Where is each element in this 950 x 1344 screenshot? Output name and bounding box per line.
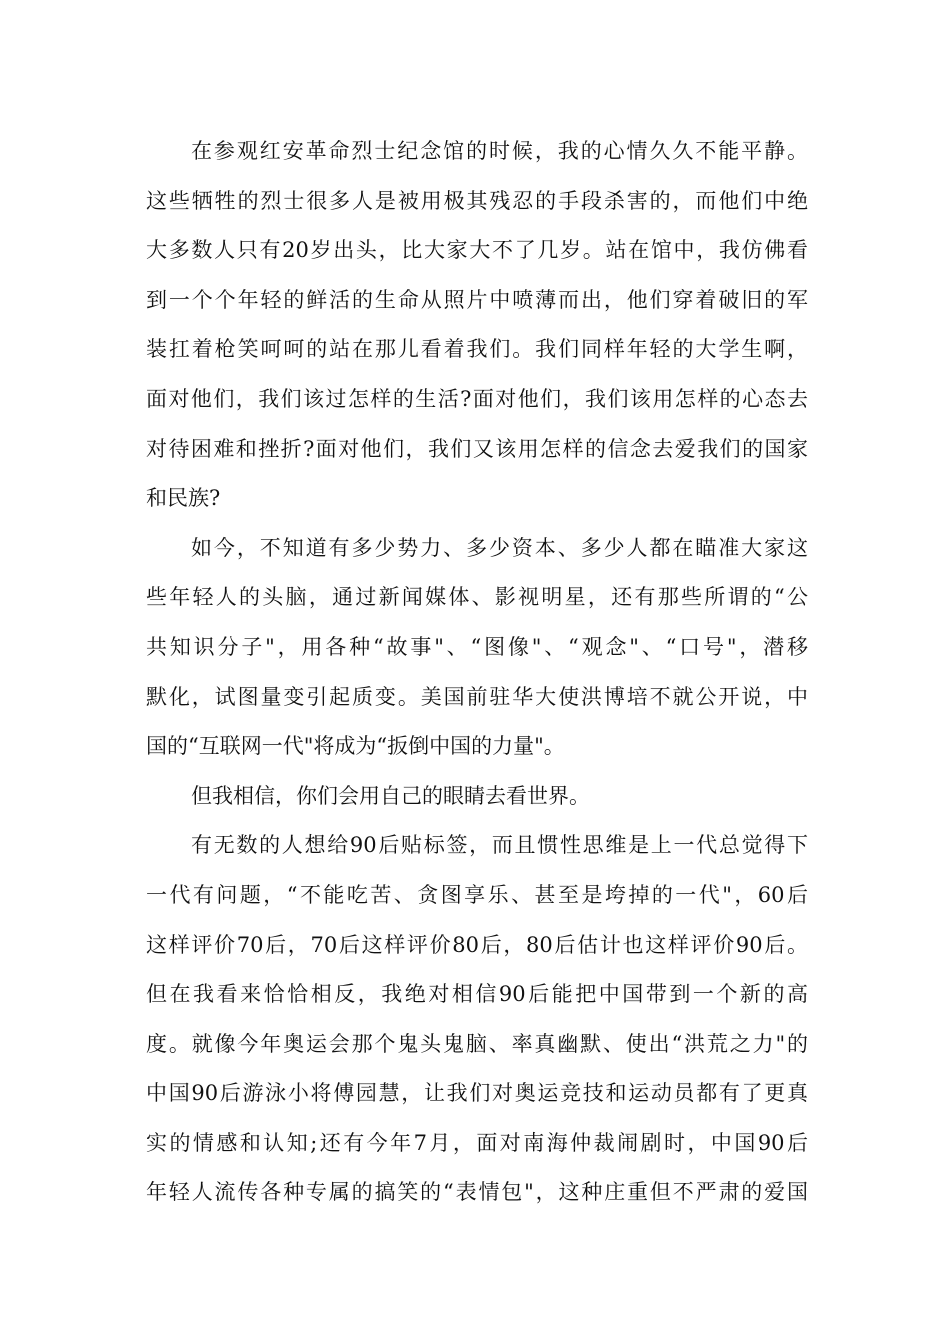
paragraph-line: 实的情感和认知;还有今年7月，面对南海仲裁闹剧时，中国90后 <box>146 1130 808 1155</box>
paragraph-line: 和民族? <box>146 486 221 511</box>
paragraph-line: 这样评价70后，70后这样评价80后，80后估计也这样评价90后。 <box>146 932 808 957</box>
body-text <box>146 131 808 1222</box>
paragraph-line: 一代有问题，“不能吃苦、贪图享乐、甚至是垮掉的一代"，60后 <box>146 882 808 907</box>
paragraph-line: 在参观红安革命烈士纪念馆的时候，我的心情久久不能平静。 <box>191 139 808 163</box>
paragraph-line: 共知识分子"，用各种“故事"、“图像"、“观念"、“口号"，潜移 <box>146 634 808 659</box>
paragraph-line: 默化，试图量变引起质变。美国前驻华大使洪博培不就公开说，中 <box>146 684 808 709</box>
paragraph-line: 大多数人只有20岁出头，比大家大不了几岁。站在馆中，我仿佛看 <box>146 238 808 263</box>
paragraph-line: 这些牺牲的烈士很多人是被用极其残忍的手段杀害的，而他们中绝 <box>146 188 808 213</box>
paragraph-line: 有无数的人想给90后贴标签，而且惯性思维是上一代总觉得下 <box>191 833 808 858</box>
paragraph-line: 中国90后游泳小将傅园慧，让我们对奥运竞技和运动员都有了更真 <box>146 1081 808 1106</box>
paragraph-line: 但我相信，你们会用自己的眼睛去看世界。 <box>191 783 590 808</box>
paragraph-line: 些年轻人的头脑，通过新闻媒体、影视明星，还有那些所谓的“公 <box>146 585 808 610</box>
paragraph-line: 对待困难和挫折?面对他们，我们又该用怎样的信念去爱我们的国家 <box>146 436 808 461</box>
paragraph-line: 度。就像今年奥运会那个鬼头鬼脑、率真幽默、使出“洪荒之力"的 <box>146 1031 808 1056</box>
paragraph-line: 如今，不知道有多少势力、多少资本、多少人都在瞄准大家这 <box>191 535 808 560</box>
paragraph-line: 国的“互联网一代"将成为“扳倒中国的力量"。 <box>146 734 565 759</box>
paragraph-line: 但在我看来恰恰相反，我绝对相信90后能把中国带到一个新的高 <box>146 982 808 1007</box>
paragraph-line: 到一个个年轻的鲜活的生命从照片中喷薄而出，他们穿着破旧的军 <box>146 287 808 312</box>
paragraph-line: 年轻人流传各种专属的搞笑的“表情包"，这种庄重但不严肃的爱国 <box>146 1180 808 1205</box>
paragraph-line: 装扛着枪笑呵呵的站在那儿看着我们。我们同样年轻的大学生啊， <box>146 337 808 362</box>
paragraph-line: 面对他们，我们该过怎样的生活?面对他们，我们该用怎样的心态去 <box>146 386 808 411</box>
